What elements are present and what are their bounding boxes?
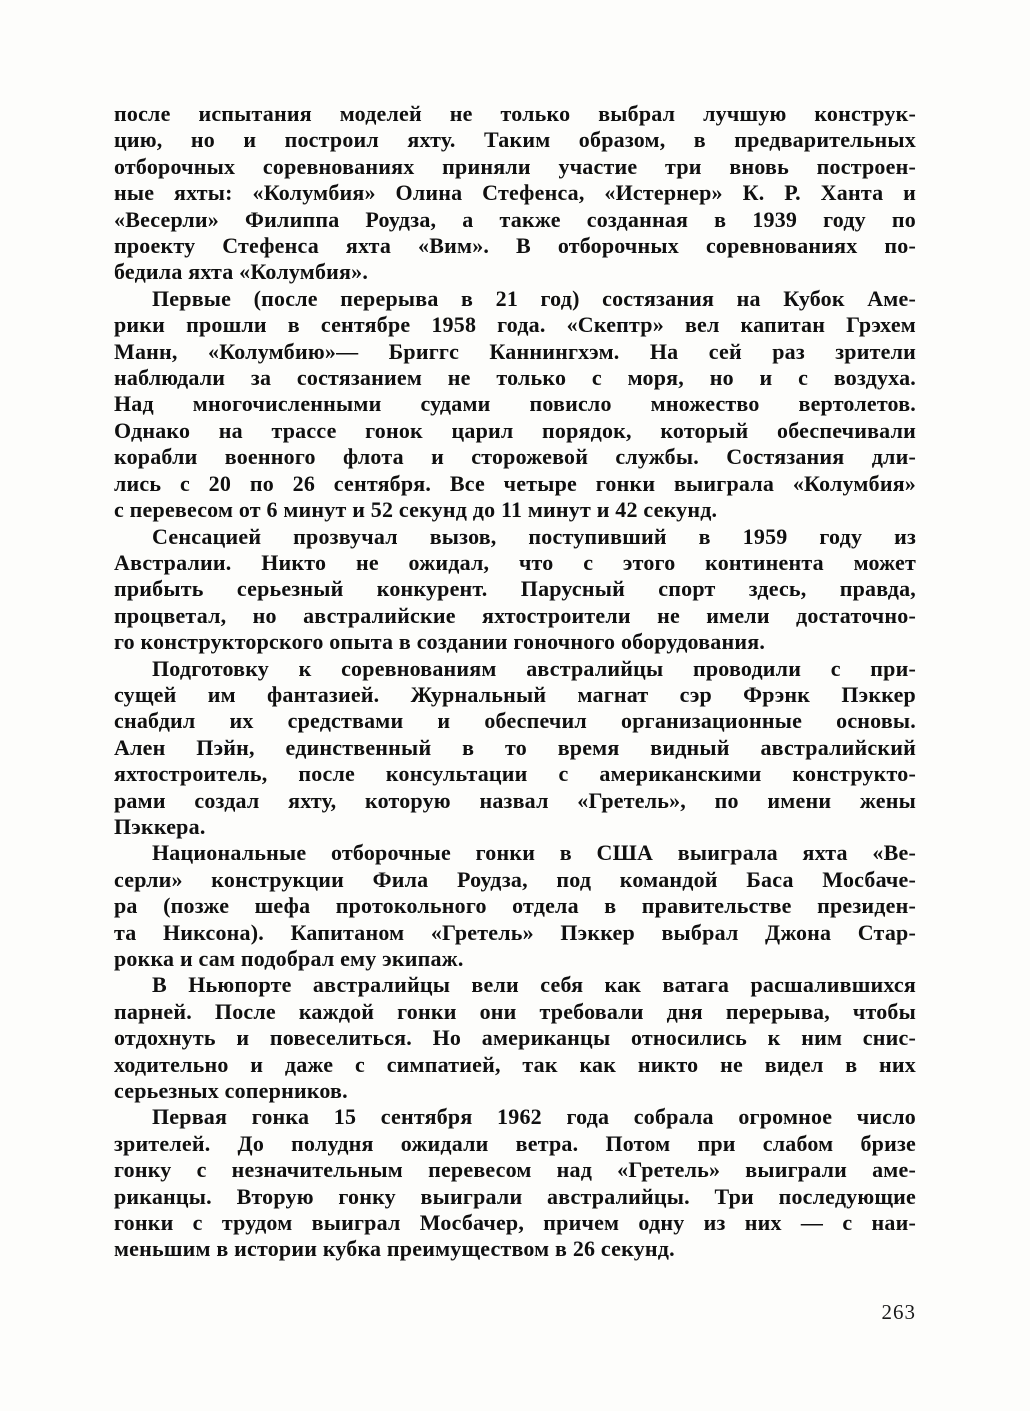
text-line: ные яхты: «Колумбия» Олина Стефенса, «Истернер» К. Р. Ханта и — [114, 180, 916, 206]
text-line: прибыть серьезный конкурент. Парусный спорт здесь, правда, — [114, 576, 916, 602]
text-line: проекту Стефенса яхта «Вим». В отборочных соревнованиях по- — [114, 233, 916, 259]
text-line: с перевесом от 6 минут и 52 секунд до 11 минут и 42 секунд. — [114, 497, 718, 523]
text-line: го конструкторского опыта в создании гоночного оборудования. — [114, 629, 766, 655]
text-line: ходительно и даже с симпатией, так как никто не видел в них — [114, 1051, 916, 1077]
text-line: сущей им фантазией. Журнальный магнат сэр Фрэнк Пэккер — [114, 681, 916, 707]
text-line: рокка и сам подобрал ему экипаж. — [114, 946, 464, 971]
text-line: отборочных соревнованиях приняли участие три вновь построен- — [114, 153, 916, 179]
text-line: парней. После каждой гонки они требовали дня перерыва, чтобы — [114, 998, 916, 1024]
text-line: Подготовку к соревнованиям австралийцы проводили с при- — [152, 655, 916, 681]
text-line: Пэккера. — [114, 813, 206, 839]
text-line: ра (позже шефа протокольного отдела в правительстве президен- — [114, 893, 916, 919]
text-line: корабли военного флота и сторожевой службы. Состязания дли- — [114, 444, 916, 470]
text-line: рами создал яхту, которую назвал «Гретель», по имени жены — [114, 787, 916, 813]
text-line: Первая гонка 15 сентября 1962 года собрала огромное число — [152, 1104, 916, 1130]
text-line: «Весерли» Филиппа Роудза, а также созданная в 1939 году по — [114, 206, 916, 232]
text-line: серьезных соперников. — [114, 1078, 348, 1104]
text-line: та Никсона). Капитаном «Гретель» Пэккер выбрал Джона Стар- — [114, 919, 916, 945]
text-line: Однако на трассе гонок царил порядок, который обеспечивали — [114, 417, 916, 443]
text-line: лись с 20 по 26 сентября. Все четыре гонки выиграла «Колумбия» — [114, 470, 916, 496]
text-line: яхтостроитель, после консультации с американскими конструкто- — [114, 761, 916, 787]
text-line: гонку с незначительным перевесом над «Гретель» выиграли аме- — [114, 1157, 916, 1183]
text-line: риканцы. Вторую гонку выиграли австралийцы. Три последующие — [114, 1183, 916, 1209]
text-block — [114, 101, 916, 1263]
text-line: снабдил их средствами и обеспечил организационные основы. — [114, 708, 916, 734]
text-line: цию, но и построил яхту. Таким образом, в предварительных — [114, 127, 916, 153]
text-line: меньшим в истории кубка преимуществом в 26 секунд. — [114, 1236, 675, 1262]
page-number: 263 — [881, 1300, 916, 1324]
text-line: бедила яхта «Колумбия». — [114, 259, 369, 285]
text-line: наблюдали за состязанием не только с моря, но и с воздуха. — [114, 365, 916, 391]
text-line: после испытания моделей не только выбрал лучшую конструк- — [114, 101, 916, 126]
text-line: серли» конструкции Фила Роудза, под командой Баса Мосбаче- — [114, 866, 916, 892]
text-line: Ален Пэйн, единственный в то время видный австралийский — [114, 734, 916, 760]
text-line: Манн, «Колумбию»— Бриггс Каннингхэм. На сей раз зрители — [114, 338, 916, 364]
text-line: отдохнуть и повеселиться. Но американцы относились к ним снис- — [114, 1025, 916, 1051]
text-line: Австралии. Никто не ожидал, что с этого континента может — [114, 549, 916, 575]
text-line: Сенсацией прозвучал вызов, поступивший в 1959 году из — [152, 523, 916, 549]
text-line: Национальные отборочные гонки в США выиграла яхта «Ве- — [152, 840, 916, 866]
text-line: зрителей. До полудня ожидали ветра. Потом при слабом бризе — [114, 1130, 916, 1156]
text-line: Первые (после перерыва в 21 год) состязания на Кубок Аме- — [152, 285, 916, 311]
text-line: процветал, но австралийские яхтостроители не имели достаточно- — [114, 602, 916, 628]
text-line: В Ньюпорте австралийцы вели себя как ватага расшалившихся — [152, 972, 916, 998]
text-line: рики прошли в сентябре 1958 года. «Скептр» вел капитан Грэхем — [114, 312, 916, 338]
text-line: Над многочисленными судами повисло множество вертолетов. — [114, 391, 916, 417]
text-line: гонки с трудом выиграл Мосбачер, причем одну из них — с наи- — [114, 1210, 916, 1236]
